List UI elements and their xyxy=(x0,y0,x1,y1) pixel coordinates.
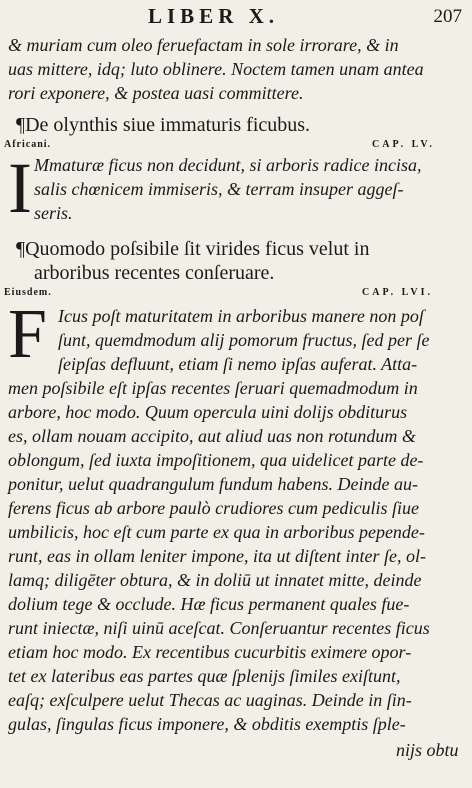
section-heading: ¶De olynthis siue immaturis ficubus. xyxy=(16,114,311,136)
text-line: umbilicis, hoc eſt cum parte ex qua in arboribus pepende- xyxy=(8,522,425,542)
text-line: uas mittere, idq; luto oblinere. Noctem tamen unam antea xyxy=(8,59,424,79)
text-line: tet ex lateribus eas partes quæ ſplenijs ſimiles exiſtunt, xyxy=(8,666,401,686)
text-line: gulas, ſingulas ficus imponere, & obditis exemptis ſple- xyxy=(8,714,406,734)
text-line: runt iniectæ, niſi uinū aceſcat. Conſeruantur recentes ficus xyxy=(8,618,430,638)
text-line: etiam hoc modo. Ex recentibus cucurbitis eximere opor- xyxy=(8,642,412,662)
text-line: men poſsibile eſt ipſas recentes ſeruari quemadmodum in xyxy=(8,378,418,398)
text-line: arbore, hoc modo. Quum opercula uini dolijs obditurus xyxy=(8,402,408,422)
text-line: seris. xyxy=(34,203,73,223)
running-head: LIBER X. xyxy=(148,4,280,28)
source-note: Africani. xyxy=(4,139,52,150)
page-number: 207 xyxy=(433,6,462,27)
page-header xyxy=(0,2,472,32)
text-line: ſunt, quemdmodum alij pomorum fructus, ſed per ſe xyxy=(58,330,430,350)
text-line: lamq; diligēter obtura, & in doliū ut innatet mitte, deinde xyxy=(8,570,422,590)
text-line: Mmaturæ ficus non decidunt, si arboris radice incisa, xyxy=(34,155,422,175)
text-line: dolium tege & occlude. Hæ ficus permanent quales fue- xyxy=(8,594,410,614)
source-note: Eiusdem. xyxy=(4,287,52,298)
section-heading: arboribus recentes conſeruare. xyxy=(34,262,275,284)
text-line: rori exponere, & postea uasi committere. xyxy=(8,83,304,103)
catchword: nijs obtu xyxy=(396,740,459,760)
text-line: oblongum, ſed iuxta impoſitionem, qua uidelicet parte de- xyxy=(8,450,424,470)
text-line: & muriam cum oleo feruefactam in sole irrorare, & in xyxy=(8,35,399,55)
text-line: ferens ficus ab arbore paulò crudiores cum pediculis ſiue xyxy=(8,498,419,518)
text-line: salis chœnicem immiseris, & terram insuper aggeſ- xyxy=(34,179,404,199)
text-line: ſeipſas defluunt, etiam ſi nemo ipſas auferat. Atta- xyxy=(58,354,418,374)
chapter-label: CAP. LVI. xyxy=(362,287,433,298)
drop-cap: I xyxy=(8,148,32,228)
text-line: Icus poſt maturitatem in arboribus manere non poſ xyxy=(58,306,424,326)
text-line: es, ollam nouam accipito, aut aliud uas non rotundum & xyxy=(8,426,416,446)
chapter-label: CAP. LV. xyxy=(372,139,435,150)
text-line: ponitur, uelut quadrangulum fundum habens. Deinde au- xyxy=(8,474,418,494)
text-line: runt, eas in ollam leniter impone, ita ut diſtent inter ſe, ol- xyxy=(8,546,426,566)
text-line: eaſq; exſculpere uelut Thecas ac uaginas. Deinde in ſin- xyxy=(8,690,412,710)
section-heading: ¶Quomodo poſsibile ſit virides ficus velut in xyxy=(16,238,370,260)
drop-cap: F xyxy=(8,296,47,373)
